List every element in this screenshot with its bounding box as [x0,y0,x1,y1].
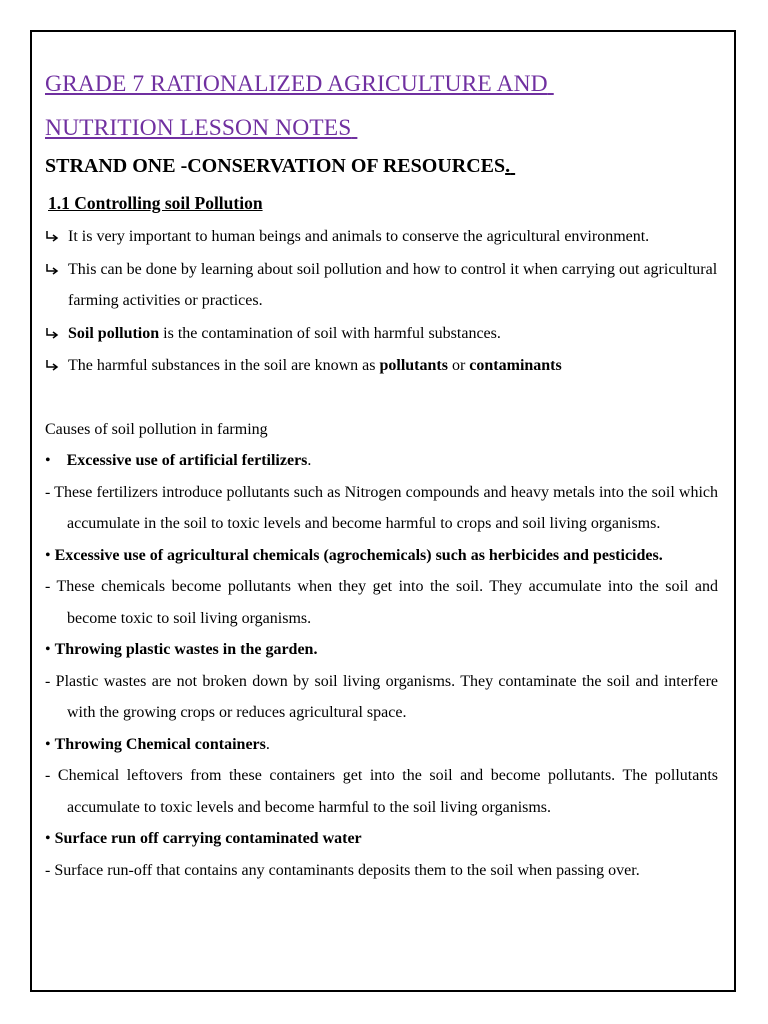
definition-term: Soil pollution [68,324,160,342]
document-title [45,62,718,150]
cause-title [45,634,718,666]
hooked-arrow-icon [45,230,60,244]
cause-description: - Plastic wastes are not broken down by soil living organisms. They contaminate the soil and interfere with the growing crops or reduces agricultural space. [45,672,718,721]
spacer [45,383,718,414]
strand-text: STRAND ONE -CONSERVATION OF RESOURCES [45,155,506,177]
bullet: • [45,735,51,753]
cause-title [45,540,718,572]
pollutants-item [45,350,718,382]
hooked-arrow-icon [45,359,60,373]
intro-list [45,221,718,382]
cause-description: - Surface run-off that contains any contaminants deposits them to the soil when passing over. [45,861,640,879]
cause-title-suffix: . [307,452,312,469]
title-line-2: NUTRITION LESSON NOTES [45,115,352,141]
bullet: • [45,546,51,564]
cause-title-text: Throwing plastic wastes in the garden. [54,641,318,658]
bullet: • [45,830,51,847]
intro-text-2: This can be done by learning about soil pollution and how to control it when carrying out agricultural farming activities or practices. [68,260,718,309]
cause-5 [45,823,718,886]
hooked-arrow-icon [45,327,60,341]
intro-item-1 [45,221,718,253]
hooked-arrow-icon [45,263,60,277]
cause-title-text: Throwing Chemical containers [54,735,266,753]
bullet: • [45,452,51,469]
document-content [45,62,718,886]
cause-1 [45,445,718,540]
bullet: • [45,641,51,658]
title-line-1: GRADE 7 RATIONALIZED AGRICULTURE AND [45,71,548,97]
cause-title [45,729,718,761]
pollutants-mid: or [447,357,470,374]
cause-title [45,445,718,477]
cause-title-text: Excessive use of artificial fertilizers [66,452,308,469]
subtopic-heading [45,191,718,215]
pollutants-term: pollutants [379,357,448,374]
subtopic-text: 1.1 Controlling soil Pollution [48,193,263,213]
cause-2 [45,540,718,635]
cause-description: - These chemicals become pollutants when they get into the soil. They accumulate into the soil and become toxic to soil living organisms. [45,578,718,627]
causes-heading: Causes of soil pollution in farming [45,420,268,438]
cause-title [45,823,718,855]
intro-item-2 [45,254,718,317]
strand-dot: . [505,155,511,177]
cause-4 [45,729,718,824]
cause-title-text: Surface run off carrying contaminated water [54,830,362,847]
cause-title-suffix: . [265,735,270,753]
cause-description: - These fertilizers introduce pollutants such as Nitrogen compounds and heavy metals into the soil which accumulate in the soil to toxic levels and become harmful to crops and soil living organisms. [45,483,718,532]
definition-item [45,318,718,350]
contaminants-term: contaminants [469,357,562,374]
definition-rest: is the contamination of soil with harmful substances. [159,324,501,342]
strand-heading [45,151,718,181]
cause-description: - Chemical leftovers from these containers get into the soil and become pollutants. The pollutants accumulate to toxic levels and become harmful to the soil living organisms. [45,767,718,816]
pollutants-prefix: The harmful substances in the soil are known as [68,357,380,374]
cause-3 [45,634,718,729]
cause-title-text: Excessive use of agricultural chemicals (agrochemicals) such as herbicides and pesticides. [54,546,663,564]
intro-text-1: It is very important to human beings and animals to conserve the agricultural environment. [68,228,650,245]
